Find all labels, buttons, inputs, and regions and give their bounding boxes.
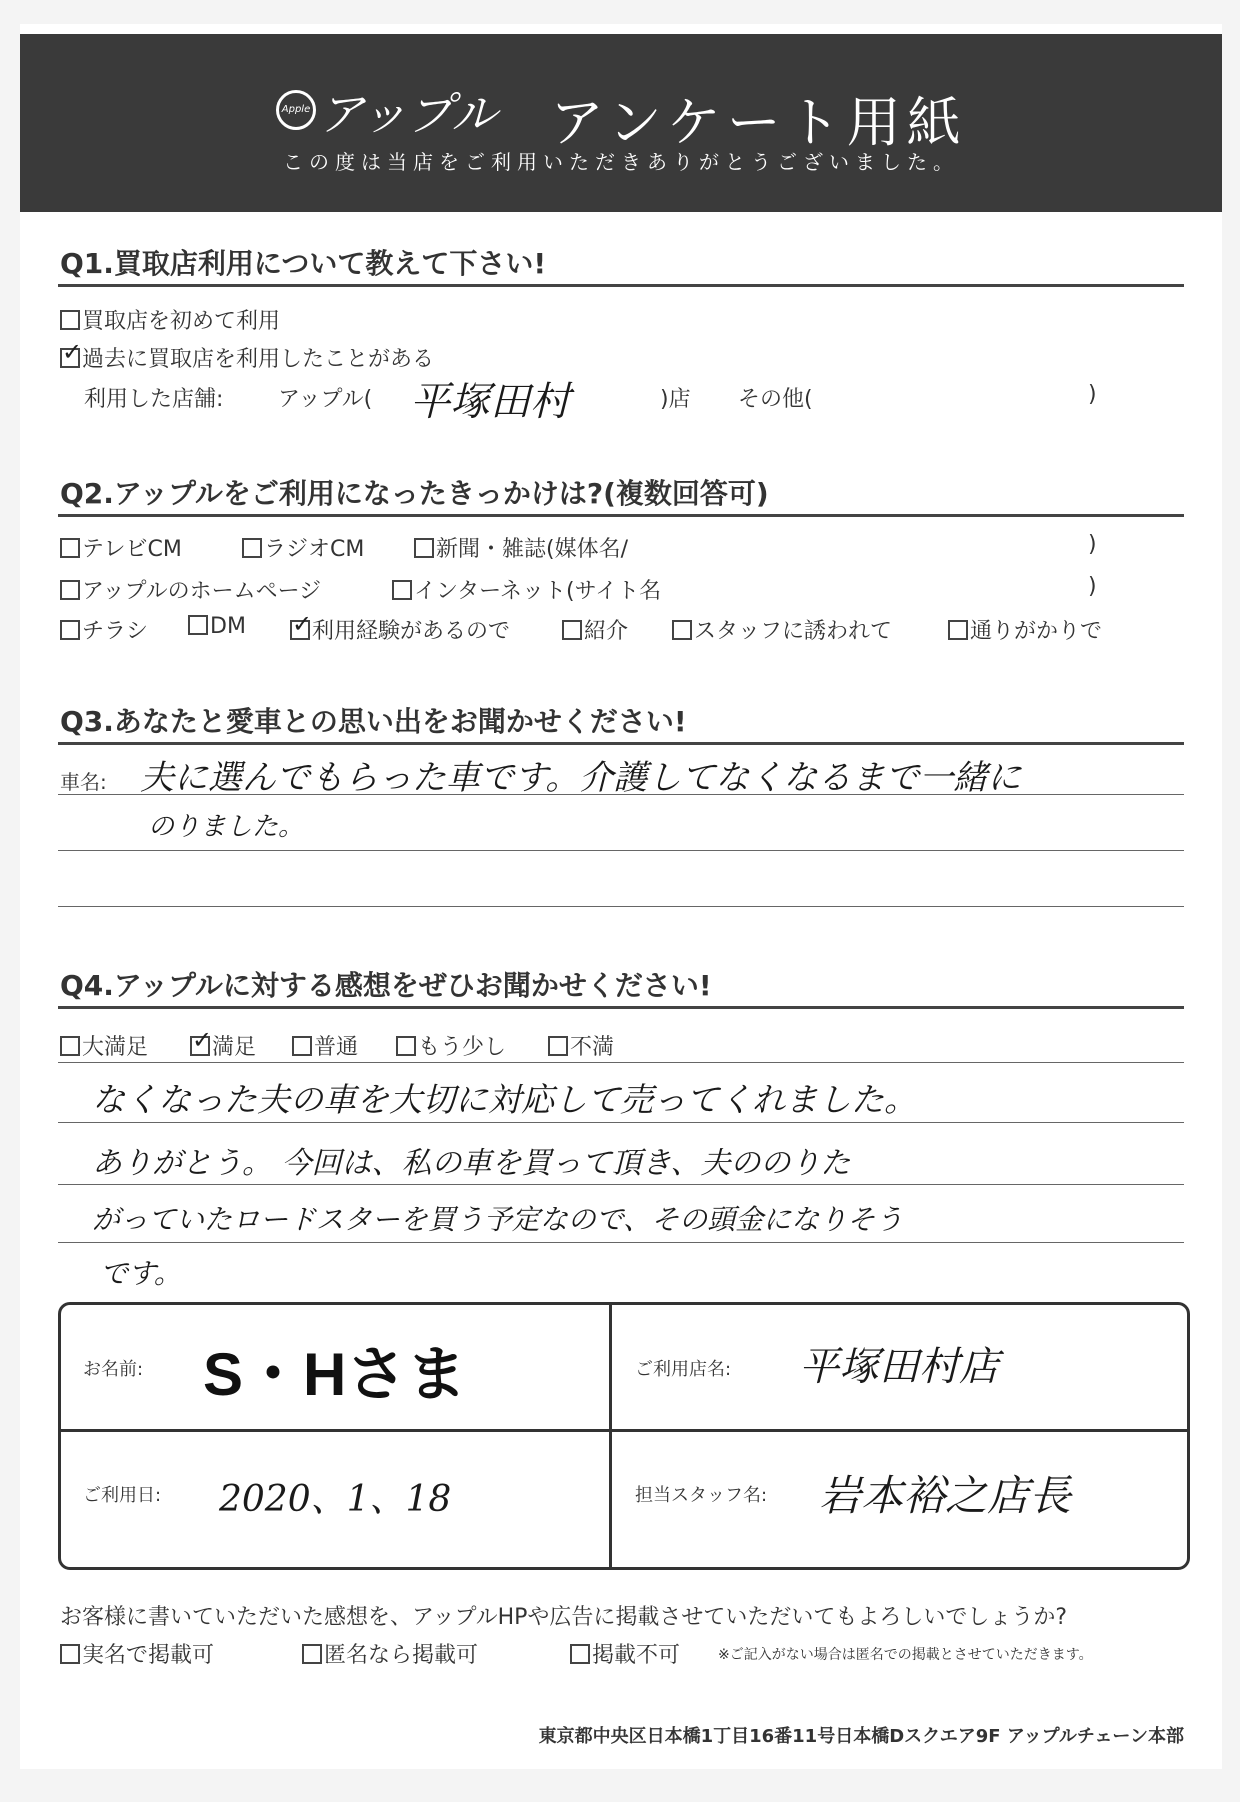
q4-rule bbox=[58, 1006, 1184, 1009]
consent-option-real-name[interactable]: 実名で掲載可 bbox=[60, 1638, 214, 1669]
staff-value[interactable]: 岩本裕之店長 bbox=[819, 1471, 1072, 1520]
checkbox-icon[interactable] bbox=[60, 538, 80, 558]
q4-option-satisfied[interactable]: ✓ 満足 bbox=[190, 1030, 256, 1061]
page-title: アンケート用紙 bbox=[550, 91, 967, 154]
q1-option-first-time[interactable]: 買取店を初めて利用 bbox=[60, 304, 280, 335]
checkbox-icon[interactable] bbox=[188, 615, 208, 635]
customer-info-table bbox=[58, 1302, 1190, 1570]
q2-rule bbox=[58, 514, 1184, 517]
checkbox-icon[interactable] bbox=[60, 1644, 80, 1664]
q1-store-apple: アップル( bbox=[278, 387, 373, 412]
name-value[interactable]: S・Hさま bbox=[203, 1341, 467, 1408]
store-value[interactable]: 平塚田村店 bbox=[799, 1344, 999, 1390]
checkbox-icon[interactable] bbox=[292, 1036, 312, 1056]
checkbox-icon[interactable] bbox=[570, 1644, 590, 1664]
q1-option-used-before[interactable]: ✓過去に買取店を利用したことがある bbox=[60, 342, 434, 373]
checkbox-icon[interactable] bbox=[392, 580, 412, 600]
checkbox-icon[interactable] bbox=[60, 1036, 80, 1056]
q3-rule bbox=[58, 742, 1184, 745]
q4-answer-line-3[interactable]: がっていたロードスターを買う予定なので、その頭金になりそう bbox=[92, 1203, 904, 1236]
consent-note: ※ご記入がない場合は匿名での掲載とさせていただきます。 bbox=[718, 1647, 1093, 1663]
q4-option-very-satisfied[interactable]: 大満足 bbox=[60, 1030, 148, 1061]
q2-heading: Q2.アップルをご利用になったきっかけは?(複数回答可) bbox=[60, 477, 769, 510]
q2-option-internet[interactable]: インターネット(サイト名 bbox=[392, 574, 661, 605]
q2-option-staff[interactable]: スタッフに誘われて bbox=[672, 614, 892, 645]
consent-question: お客様に書いていただいた感想を、アップルHPや広告に掲載させていただいてもよろしいでしょうか? bbox=[60, 1605, 1068, 1630]
q1-other-close: ) bbox=[1088, 382, 1097, 407]
q3-answer-line-1[interactable]: 夫に選んでもらった車です。介護してなくなるまで一緒に bbox=[140, 758, 1022, 798]
checkbox-icon[interactable] bbox=[396, 1036, 416, 1056]
q2-option-homepage[interactable]: アップルのホームページ bbox=[60, 574, 321, 605]
q4-answer-line-1[interactable]: なくなった夫の車を大切に対応して売ってくれました。 bbox=[92, 1080, 917, 1119]
q2-option-dm[interactable]: DM bbox=[188, 614, 246, 639]
checkbox-checked-icon[interactable] bbox=[190, 1036, 210, 1056]
consent-option-anonymous[interactable]: 匿名なら掲載可 bbox=[302, 1638, 478, 1669]
checkbox-icon[interactable] bbox=[672, 620, 692, 640]
q2-option-radio[interactable]: ラジオCM bbox=[242, 532, 364, 563]
checkbox-icon[interactable] bbox=[414, 538, 434, 558]
q2-option-flyer[interactable]: チラシ bbox=[60, 614, 148, 645]
q2-option-tv[interactable]: テレビCM bbox=[60, 532, 182, 563]
checkbox-checked-icon[interactable] bbox=[60, 348, 80, 368]
checkbox-icon[interactable] bbox=[562, 620, 582, 640]
q3-car-label: 車名: bbox=[60, 770, 107, 794]
q1-other-label: その他( bbox=[738, 387, 813, 412]
checkbox-icon[interactable] bbox=[948, 620, 968, 640]
store-label: ご利用店名: bbox=[635, 1359, 732, 1380]
q3-answer-line-2[interactable]: のりました。 bbox=[148, 812, 305, 842]
q1-store-value[interactable]: 平塚田村 bbox=[410, 379, 570, 425]
staff-label: 担当スタッフ名: bbox=[635, 1485, 768, 1506]
q4-line-0 bbox=[58, 1062, 1184, 1063]
checkbox-icon[interactable] bbox=[548, 1036, 568, 1056]
q4-answer-line-4[interactable]: です。 bbox=[100, 1257, 182, 1290]
q2-option-passing[interactable]: 通りがかりで bbox=[948, 614, 1102, 645]
q3-line-3 bbox=[58, 906, 1184, 907]
q3-line-1 bbox=[58, 794, 1184, 795]
q4-heading: Q4.アップルに対する感想をぜひお聞かせください! bbox=[60, 969, 712, 1002]
apple-logo-icon: Apple bbox=[276, 90, 316, 130]
checkbox-icon[interactable] bbox=[60, 580, 80, 600]
q2-option-experience[interactable]: ✓ 利用経験があるので bbox=[290, 614, 510, 645]
checkbox-icon[interactable] bbox=[60, 620, 80, 640]
q4-option-dissatisfied[interactable]: 不満 bbox=[548, 1030, 614, 1061]
name-label: お名前: bbox=[83, 1359, 144, 1380]
consent-option-not-allowed[interactable]: 掲載不可 bbox=[570, 1638, 680, 1669]
header-banner bbox=[20, 34, 1222, 212]
q3-line-2 bbox=[58, 850, 1184, 851]
q2-close-paren-2: ) bbox=[1088, 574, 1097, 599]
q2-close-paren-1: ) bbox=[1088, 532, 1097, 557]
footer-address: 東京都中央区日本橋1丁目16番11号日本橋Dスクエア9F アップルチェーン本部 bbox=[538, 1726, 1184, 1747]
page-subtitle: この度は当店をご利用いただきありがとうございました。 bbox=[283, 150, 959, 174]
q3-heading: Q3.あなたと愛車との思い出をお聞かせください! bbox=[60, 705, 687, 738]
checkbox-checked-icon[interactable] bbox=[290, 620, 310, 640]
q4-line-1 bbox=[58, 1122, 1184, 1123]
q2-option-newspaper[interactable]: 新聞・雑誌(媒体名/ bbox=[414, 532, 628, 563]
q4-line-3 bbox=[58, 1242, 1184, 1243]
q4-answer-line-2[interactable]: ありがとう。 今回は、私の車を買って頂き、夫ののりた bbox=[92, 1146, 851, 1181]
q4-option-normal[interactable]: 普通 bbox=[292, 1030, 358, 1061]
date-value[interactable]: 2020、1、18 bbox=[219, 1479, 452, 1520]
checkbox-icon[interactable] bbox=[60, 310, 80, 330]
q1-heading: Q1.買取店利用について教えて下さい! bbox=[60, 247, 547, 280]
q1-store-prefix: 利用した店舗: bbox=[84, 387, 224, 412]
q4-line-2 bbox=[58, 1184, 1184, 1185]
q1-rule bbox=[58, 284, 1184, 287]
survey-sheet bbox=[20, 24, 1222, 1769]
q4-option-bit-more[interactable]: もう少し bbox=[396, 1030, 506, 1061]
date-label: ご利用日: bbox=[83, 1485, 162, 1506]
q1-store-suffix: )店 bbox=[660, 387, 691, 412]
logo-text: アップル bbox=[318, 87, 497, 141]
q2-option-referral[interactable]: 紹介 bbox=[562, 614, 628, 645]
grid-divider-horizontal bbox=[61, 1429, 1187, 1432]
checkbox-icon[interactable] bbox=[302, 1644, 322, 1664]
checkbox-icon[interactable] bbox=[242, 538, 262, 558]
grid-divider-vertical bbox=[609, 1305, 612, 1567]
